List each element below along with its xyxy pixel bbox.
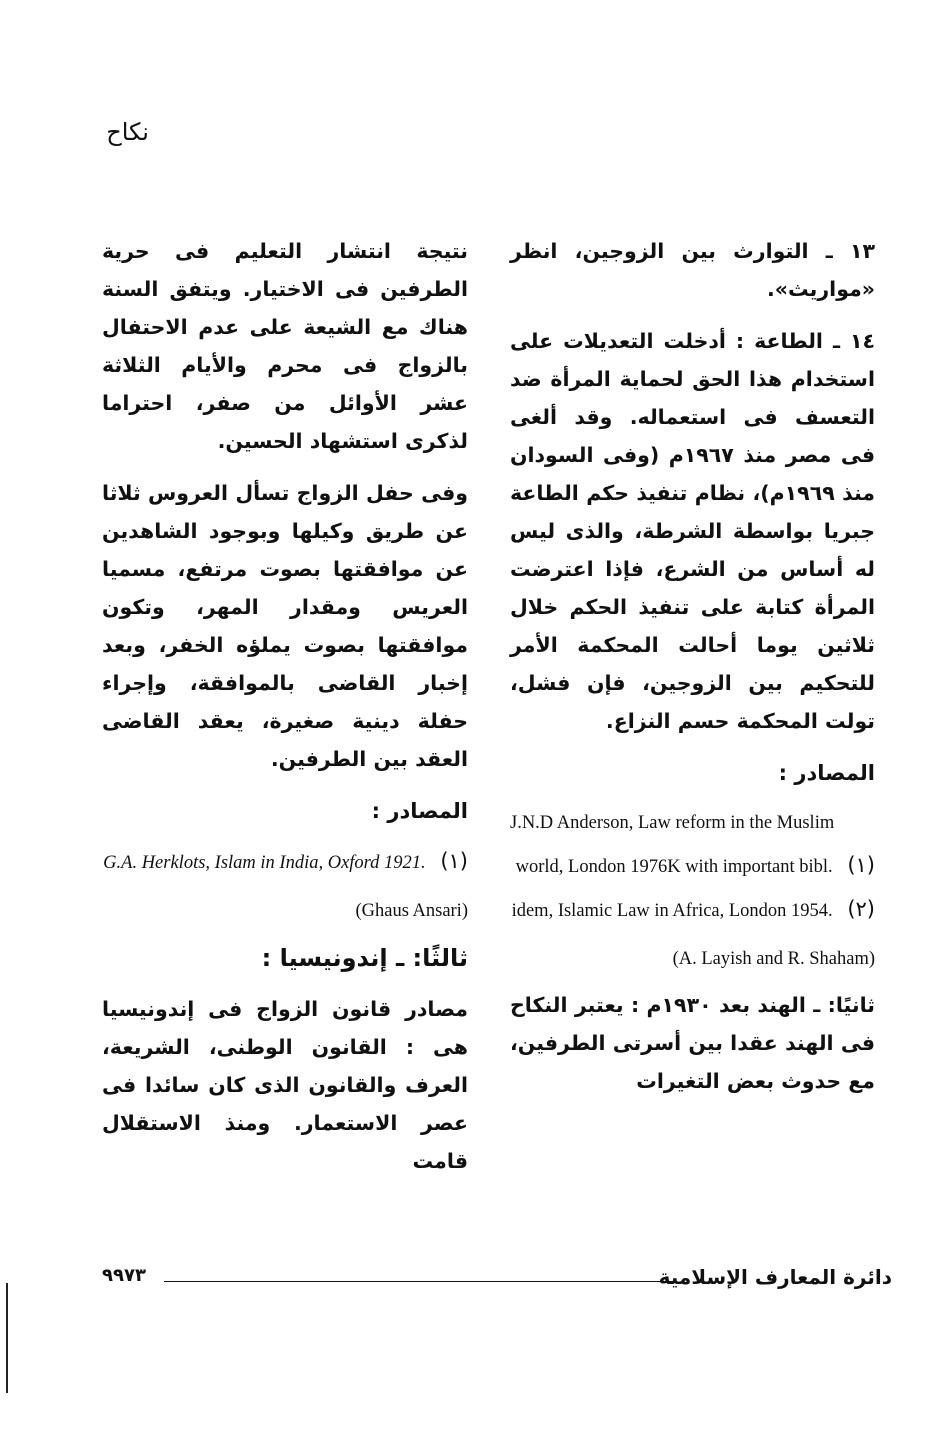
page-number: ٩٩٧٣	[102, 1265, 146, 1286]
page-footer	[102, 1265, 892, 1295]
paragraph-india: ثانيًا: ـ الهند بعد ١٩٣٠م : يعتبر النكاح فى الهند عقدا بين أسرتى الطرفين، مع حدوث بعض التغيرات	[510, 993, 875, 1093]
reference-1	[510, 802, 875, 888]
reference-text: idem, Islamic Law in Africa, London 1954.	[511, 901, 833, 921]
footer-rule	[164, 1281, 677, 1282]
reference-number: (٢)	[847, 897, 875, 921]
reference-text: G.A. Herklots, Islam in India, Oxford 1921.	[103, 853, 426, 873]
reference-1	[102, 840, 468, 884]
reference-number: (١)	[440, 849, 468, 873]
left-column	[102, 232, 468, 1194]
publication-title: دائرة المعارف الإسلامية	[658, 1265, 892, 1289]
paragraph-wedding-ceremony: وفى حفل الزواج تسأل العروس ثلاثا عن طريق وكيلها وبوجود الشاهدين عن موافقتها بصوت مرتفع، مسميا العريس ومقدار المهر، وتكون موافقتها بصوت يملؤه الخفر، وبعد إخبار القاضى بالموافقة، وإجراء حفلة دينية صغيرة، يعقد القاضى العقد بين الطرفين.	[102, 481, 468, 771]
reference-text: J.N.D Anderson, Law reform in the Muslim world, London 1976K with important bibl.	[510, 813, 835, 877]
author-credit: (A. Layish and R. Shaham)	[672, 949, 875, 969]
scan-margin-line	[6, 1283, 8, 1393]
reference-number: (١)	[847, 853, 875, 877]
page-header-title: نكاح	[106, 118, 149, 146]
right-column	[510, 232, 875, 1114]
paragraph-inheritance: ١٣ ـ التوارث بين الزوجين، انظر «مواريث».	[510, 239, 875, 301]
paragraph-education: نتيجة انتشار التعليم فى حرية الطرفين فى الاختيار. ويتفق السنة هناك مع الشيعة على عدم الاحتفال بالزواج فى محرم والأيام الثلاثة عشر الأوائل من صفر، احتراما لذكرى استشهاد الحسين.	[102, 239, 468, 453]
author-credit: (Ghaus Ansari)	[355, 901, 468, 921]
sources-heading: المصادر :	[778, 761, 875, 785]
reference-2	[510, 888, 875, 932]
paragraph-indonesia: مصادر قانون الزواج فى إندونيسيا هى : القانون الوطنى، الشريعة، العرف والقانون الذى كان سائدا فى عصر الاستعمار. ومنذ الاستقلال قامت	[102, 997, 468, 1173]
section-heading-indonesia: ثالثًا: ـ إندونيسيا :	[261, 944, 468, 972]
sources-heading: المصادر :	[371, 799, 468, 823]
paragraph-obedience: ١٤ ـ الطاعة : أدخلت التعديلات على استخدام هذا الحق لحماية المرأة ضد التعسف فى استعماله. وقد ألغى فى مصر منذ ١٩٦٧م (وفى السودان منذ ١٩٦٩م)، نظام تنفيذ حكم الطاعة جبريا بواسطة الشرطة، والذى ليس له أساس من الشرع، فإذا اعترضت المرأة كتابة على تنفيذ الحكم خلال ثلاثين يوما أحالت المحكمة الأمر للتحكيم بين الزوجين، فإن فشل، تولت المحكمة حسم النزاع.	[510, 329, 876, 733]
